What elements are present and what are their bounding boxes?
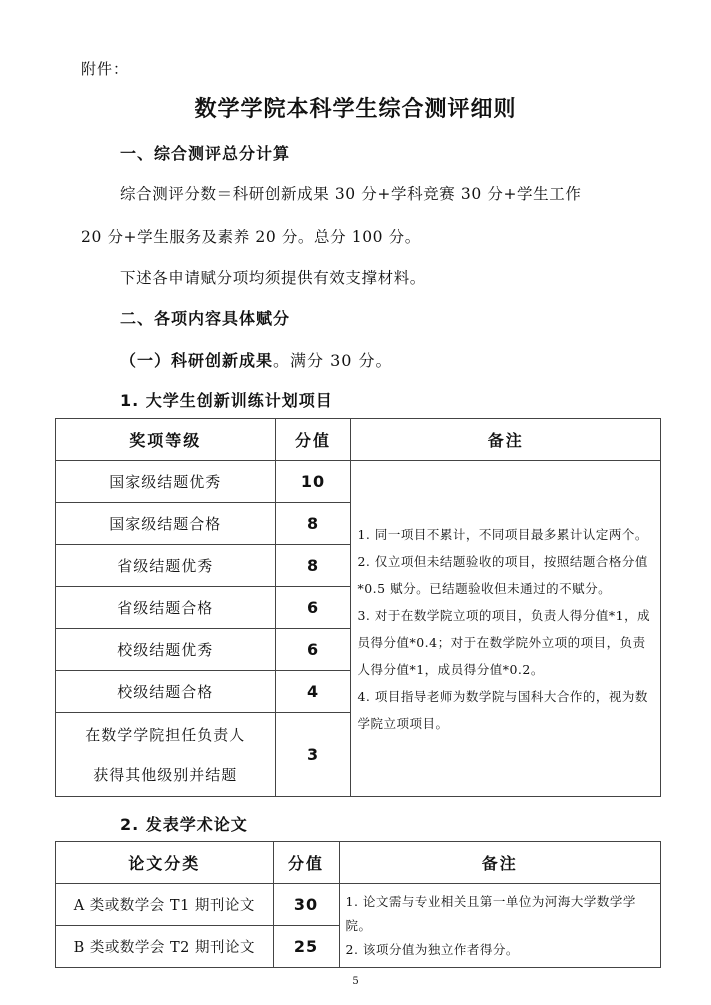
level-cell: 校级结题优秀	[56, 629, 276, 671]
level-line: 在数学学院担任负责人	[85, 725, 246, 744]
table-header-row	[56, 419, 661, 461]
section1-heading: 一、综合测评总分计算	[120, 144, 291, 163]
innovation-project-table	[55, 418, 661, 797]
document-title: 数学学院本科学生综合测评细则	[194, 97, 517, 122]
level-cell: 国家级结题优秀	[56, 461, 276, 503]
formula-line-1: 综合测评分数＝科研创新成果 30 分+学科竞赛 30 分+学生工作	[120, 185, 582, 203]
level-cell	[56, 713, 276, 797]
category-cell: A 类或数学会 T1 期刊论文	[56, 884, 274, 926]
subsection-research-title: （一）科研创新成果	[120, 351, 274, 370]
table1-caption: 1. 大学生创新训练计划项目	[120, 391, 333, 410]
note-item: 1. 同一项目不累计，不同项目最多累计认定两个。	[357, 526, 648, 542]
note-item: 3. 对于在数学院立项的项目，负责人得分值*1，成员得分值*0.4；对于在数学院外立项的项目，负责人得分值*1，成员得分值*0.2。	[357, 607, 651, 677]
score-cell: 10	[275, 461, 351, 503]
score-cell: 4	[275, 671, 351, 713]
notes-cell	[339, 884, 660, 968]
level-cell: 省级结题合格	[56, 587, 276, 629]
header-score: 分值	[273, 842, 339, 884]
table-row	[56, 461, 661, 503]
paper-table	[55, 841, 661, 968]
score-cell: 6	[275, 629, 351, 671]
table2-caption: 2. 发表学术论文	[120, 815, 248, 834]
level-line: 获得其他级别并结题	[93, 765, 238, 784]
header-category: 论文分类	[56, 842, 274, 884]
category-cell: B 类或数学会 T2 期刊论文	[56, 926, 274, 968]
subsection-research-score: 。满分 30 分。	[273, 351, 393, 370]
level-cell: 国家级结题合格	[56, 503, 276, 545]
table-row	[56, 884, 661, 926]
level-cell: 校级结题合格	[56, 671, 276, 713]
score-cell: 8	[275, 503, 351, 545]
subsection-research	[120, 348, 393, 371]
attachment-label: 附件：	[81, 60, 130, 78]
level-cell: 省级结题优秀	[56, 545, 276, 587]
note-item: 1. 论文需与专业相关且第一单位为河海大学数学学院。	[345, 893, 636, 933]
header-score: 分值	[275, 419, 351, 461]
note-item: 2. 该项分值为独立作者得分。	[345, 941, 519, 957]
note-item: 2. 仅立项但未结题验收的项目，按照结题合格分值*0.5 赋分。已结题验收但未通过的不赋分。	[357, 553, 648, 596]
header-notes: 备注	[339, 842, 660, 884]
header-level: 奖项等级	[56, 419, 276, 461]
section2-heading: 二、各项内容具体赋分	[120, 309, 291, 328]
formula-line-2: 20 分+学生服务及素养 20 分。总分 100 分。	[81, 228, 421, 246]
score-cell: 3	[275, 713, 351, 797]
note-item: 4. 项目指导老师为数学院与国科大合作的，视为数学院立项项目。	[357, 688, 648, 731]
notes-cell	[351, 461, 661, 797]
table-header-row	[56, 842, 661, 884]
page-number: 5	[352, 976, 359, 987]
score-cell: 25	[273, 926, 339, 968]
score-cell: 6	[275, 587, 351, 629]
score-cell: 30	[273, 884, 339, 926]
header-notes: 备注	[351, 419, 661, 461]
score-cell: 8	[275, 545, 351, 587]
support-material-note: 下述各申请赋分项均须提供有效支撑材料。	[120, 269, 426, 287]
